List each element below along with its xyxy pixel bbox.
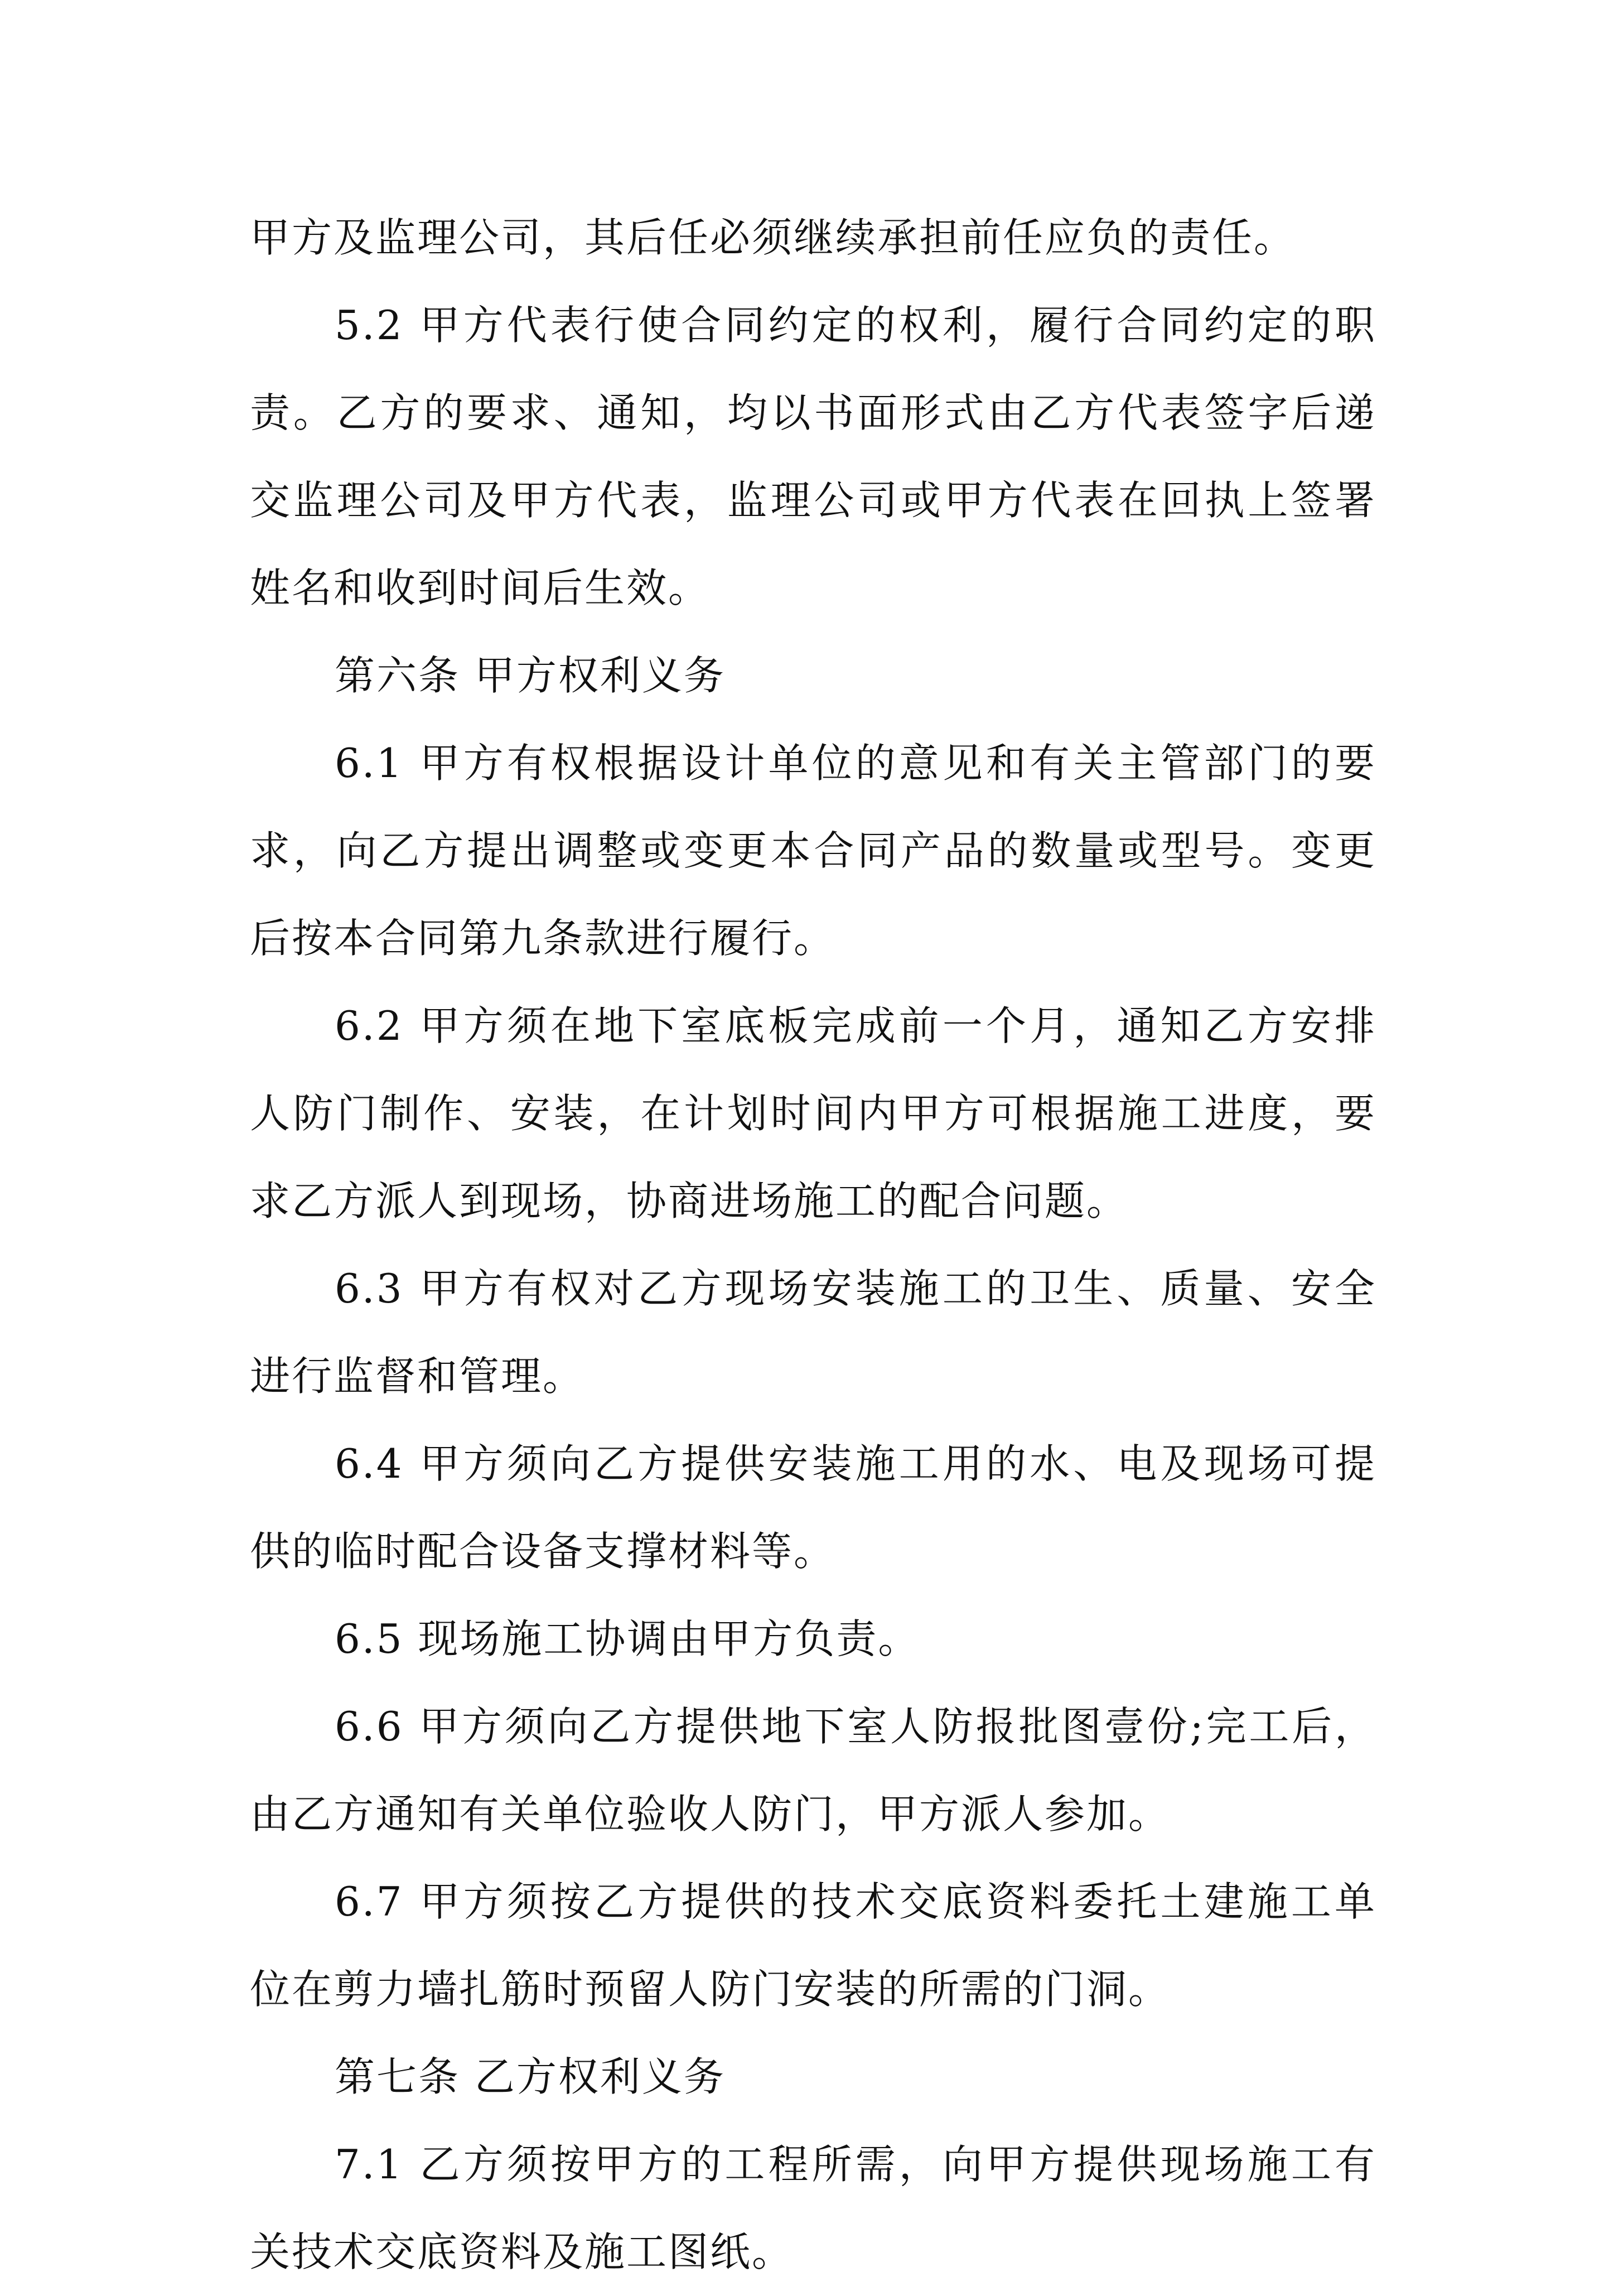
section-heading-article-7: 第七条 乙方权利义务 xyxy=(335,2053,726,2100)
document-body xyxy=(250,194,1376,2296)
clause-6-7: 6.7 甲方须按乙方提供的技术交底资料委托土建施工单位在剪力墙扎筋时预留人防门安装的所需的门洞。 xyxy=(250,1878,1376,2013)
section-heading-article-6: 第六条 甲方权利义务 xyxy=(335,652,726,699)
clause-7-1: 7.1 乙方须按甲方的工程所需，向甲方提供现场施工有关技术交底资料及施工图纸。 xyxy=(250,2141,1376,2275)
clause-6-3: 6.3 甲方有权对乙方现场安装施工的卫生、质量、安全进行监督和管理。 xyxy=(250,1265,1376,1400)
clause-6-6: 6.6 甲方须向乙方提供地下室人防报批图壹份;完工后，由乙方通知有关单位验收人防门，甲方派人参加。 xyxy=(250,1703,1376,1837)
clause-6-1: 6.1 甲方有权根据设计单位的意见和有关主管部门的要求，向乙方提出调整或变更本合同产品的数量或型号。变更后按本合同第九条款进行履行。 xyxy=(250,740,1376,962)
clause-6-4: 6.4 甲方须向乙方提供安装施工用的水、电及现场可提供的临时配合设备支撑材料等。 xyxy=(250,1440,1376,1575)
paragraph-continuation: 甲方及监理公司，其后任必须继续承担前任应负的责任。 xyxy=(250,214,1296,261)
clause-6-2: 6.2 甲方须在地下室底板完成前一个月，通知乙方安排人防门制作、安装，在计划时间内甲方可根据施工进度，要求乙方派人到现场，协商进场施工的配合问题。 xyxy=(250,1002,1376,1224)
clause-6-5: 6.5 现场施工协调由甲方负责。 xyxy=(335,1615,920,1662)
clause-5-2: 5.2 甲方代表行使合同约定的权利，履行合同约定的职责。乙方的要求、通知，均以书面形式由乙方代表签字后递交监理公司及甲方代表，监理公司或甲方代表在回执上签署姓名和收到时间后生效。 xyxy=(250,302,1376,611)
